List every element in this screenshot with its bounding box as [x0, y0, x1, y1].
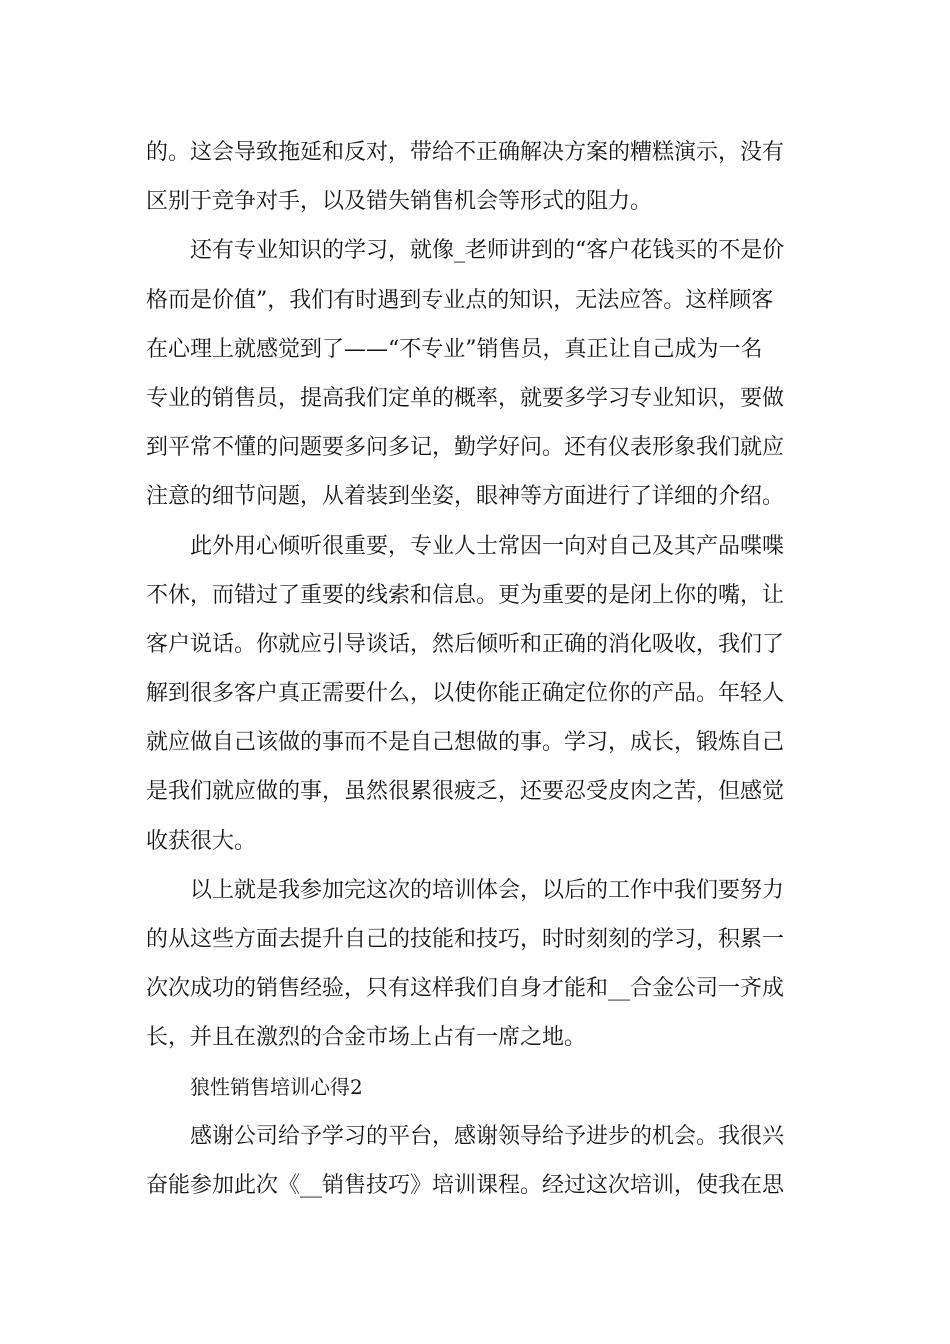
paragraph-4 — [146, 866, 812, 1063]
text-line: 次次成功的销售经验，只有这样我们自身才能和__合金公司一齐成 — [146, 976, 785, 1002]
text-line: 还有专业知识的学习，就像_老师讲到的“客户花钱买的不是价 — [190, 238, 785, 264]
text-line: 不休，而错过了重要的线索和信息。更为重要的是闭上你的嘴，让 — [146, 582, 785, 608]
text-line: 区别于竞争对手，以及错失销售机会等形式的阻力。 — [146, 189, 653, 215]
text-line: 解到很多客户真正需要什么，以使你能正确定位你的产品。年轻人 — [146, 681, 785, 707]
text-line: 是我们就应做的事，虽然很累很疲乏，还要忍受皮肉之苦，但感觉 — [146, 779, 785, 805]
text-line: 奋能参加此次《__销售技巧》培训课程。经过这次培训，使我在思 — [146, 1172, 785, 1198]
paragraph-3 — [146, 522, 812, 866]
text-line: 的从这些方面去提升自己的技能和技巧，时时刻刻的学习，积累一 — [146, 927, 785, 952]
paragraph-1 — [146, 128, 812, 226]
text-line: 客户说话。你就应引导谈话，然后倾听和正确的消化吸收，我们了 — [146, 631, 785, 657]
text-line: 长，并且在激烈的合金市场上占有一席之地。 — [146, 1025, 587, 1051]
text-line: 格而是价值”，我们有时遇到专业点的知识，无法应答。这样顾客 — [146, 287, 774, 313]
text-line: 的。这会导致拖延和反对，带给不正确解决方案的糟糕演示，没有 — [146, 140, 785, 165]
text-line: 在心理上就感觉到了——“不专业”销售员，真正让自己成为一名 — [146, 336, 763, 362]
text-line: 注意的细节问题，从着装到坐姿，眼神等方面进行了详细的介绍。 — [146, 484, 785, 510]
text-line: 感谢公司给予学习的平台，感谢领导给予进步的机会。我很兴 — [190, 1123, 785, 1149]
section-heading: 狼性销售培训心得2 — [190, 1074, 363, 1099]
text-line: 收获很大。 — [146, 828, 257, 854]
text-line: 以上就是我参加完这次的培训体会，以后的工作中我们要努力 — [190, 877, 785, 903]
document-body — [146, 128, 812, 1210]
text-line: 此外用心倾听很重要，专业人士常因一向对自己及其产品喋喋 — [190, 533, 785, 559]
text-line: 就应做自己该做的事而不是自己想做的事。学习，成长，锻炼自己 — [146, 730, 785, 756]
paragraph-5 — [146, 1112, 812, 1210]
paragraph-2 — [146, 226, 812, 521]
text-line: 专业的销售员，提高我们定单的概率，就要多学习专业知识，要做 — [146, 385, 785, 411]
text-line: 到平常不懂的问题要多问多记，勤学好问。还有仪表形象我们就应 — [146, 435, 785, 461]
